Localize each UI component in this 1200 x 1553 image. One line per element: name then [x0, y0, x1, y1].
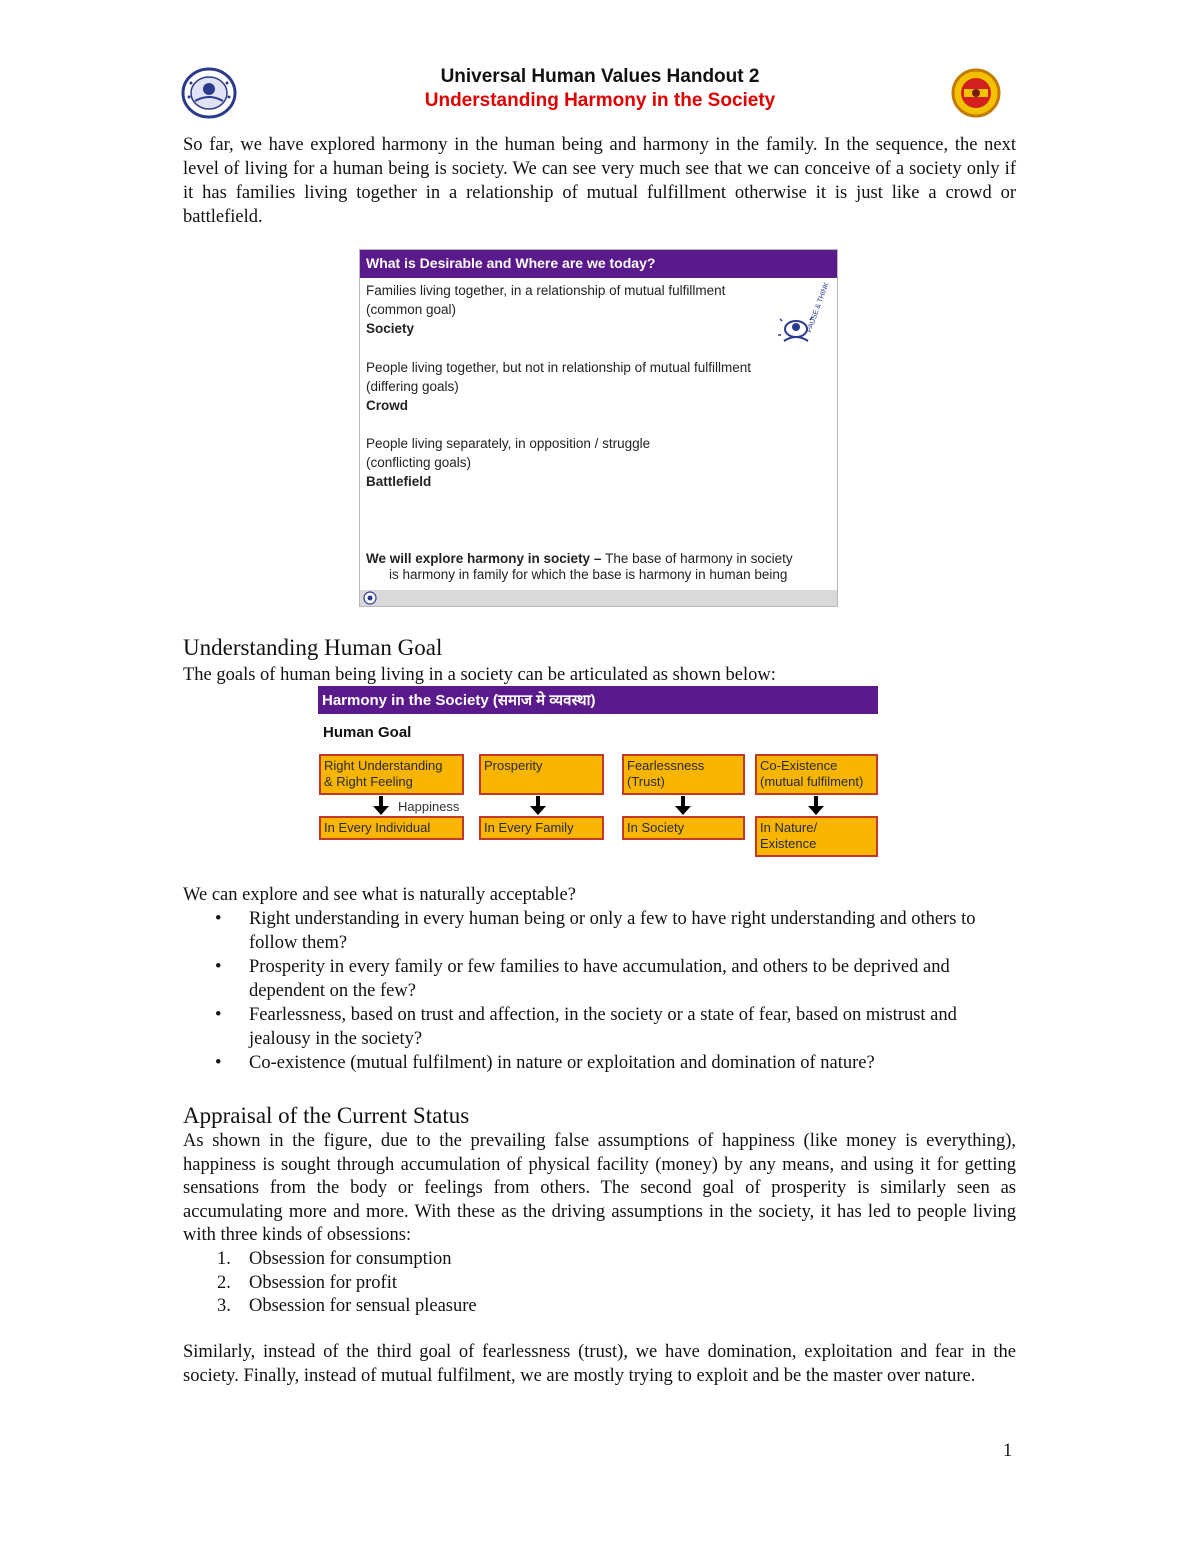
- slide-footer-line1: [366, 551, 793, 566]
- desirable-slide: [359, 249, 838, 607]
- goal-box-in-nature: [755, 816, 878, 857]
- section-heading-appraisal: Appraisal of the Current Status: [183, 1103, 470, 1128]
- goal-box-line: Right Understanding: [324, 758, 443, 773]
- list-number: 2.: [217, 1272, 231, 1293]
- list-number: 1.: [217, 1249, 231, 1269]
- section-heading-human-goal: Understanding Human Goal: [183, 635, 443, 660]
- slide-title: What is Desirable and Where are we today?: [366, 255, 656, 271]
- list-item: • Right understanding in every human being or only a few to have right understanding and others to follow them?: [210, 907, 1016, 955]
- slide-footer-line2: is harmony in family for which the base is harmony in human being: [389, 567, 788, 582]
- crowd-line1: People living together, but not in relationship of mutual fulfillment: [366, 360, 751, 375]
- goal-box-in-society: [622, 816, 745, 840]
- goal-box-every-individual: [319, 816, 464, 840]
- slide-footer-icon: [363, 591, 377, 605]
- pause-think-icon: [770, 281, 831, 365]
- list-text: Obsession for consumption: [249, 1249, 452, 1269]
- slide2-subtitle: Human Goal: [323, 724, 412, 741]
- goal-box-line: (mutual fulfilment): [760, 774, 864, 789]
- appraisal-paragraph: As shown in the figure, due to the prevailing false assumptions of happiness (like money is everything), happiness is sought through accumulation of physical facility (money) by any means, and using it for getting sensations from the body or feelings from others. The second goal of prosperity is similarly seen as accumulating more and more. With these as the driving assumptions in the society, it has led to people living with three kinds of obsessions:: [183, 1131, 1016, 1245]
- goal-box-line: In Nature/: [760, 820, 818, 835]
- slide-footer-bar: [360, 590, 837, 606]
- page-number: 1: [1003, 1441, 1013, 1461]
- list-item: • Co-existence (mutual fulfilment) in nature or exploitation and domination of nature?: [210, 1051, 1016, 1075]
- battle-line2: (conflicting goals): [366, 455, 472, 470]
- closing-paragraph: Similarly, instead of the third goal of fearlessness (trust), we have domination, exploitation and fear in the society. Finally, instead of mutual fulfilment, we are mostly trying to exploit and be the master over nature.: [183, 1342, 1016, 1386]
- list-item: [210, 1295, 910, 1319]
- human-goal-intro: The goals of human being living in a society can be articulated as shown below:: [183, 665, 776, 685]
- goal-box-co-existence: [755, 754, 878, 795]
- obsessions-numbered-list: [210, 1248, 910, 1319]
- document-title: Universal Human Values Handout 2: [440, 66, 760, 87]
- list-item: [210, 1272, 910, 1296]
- society-line1: Families living together, in a relationship of mutual fulfillment: [366, 283, 726, 298]
- happiness-label: Happiness: [398, 799, 460, 814]
- intro-paragraph: So far, we have explored harmony in the human being and harmony in the family. In the sequence, the next level of living for a human being is society. We can see very much see that we can conceive of a society only if it has families living together in a relationship of mutual fulfillment otherwise it is just like a crowd or battlefield.: [183, 135, 1016, 227]
- list-item: [210, 1248, 910, 1272]
- harmony-society-slide: [318, 686, 878, 861]
- goal-box-right-understanding: [319, 754, 464, 795]
- slide2-title: Harmony in the Society (समाज मे व्यवस्था): [322, 692, 596, 709]
- list-item: • Prosperity in every family or few families to have accumulation, and others to be deprived and dependent on the few?: [210, 955, 1016, 1003]
- slide2-title-bar: [318, 686, 878, 714]
- goal-box-every-family: [479, 816, 604, 840]
- list-text: Obsession for sensual pleasure: [249, 1296, 477, 1316]
- list-number: 3.: [217, 1296, 231, 1316]
- battle-line1: People living separately, in opposition / struggle: [366, 436, 651, 451]
- goal-box-prosperity: [479, 754, 604, 795]
- goal-box-line: Co-Existence: [760, 758, 838, 773]
- slide-footer-rest: The base of harmony in society: [605, 551, 793, 566]
- slide-footer-bold: We will explore harmony in society –: [366, 551, 606, 566]
- crowd-label: Crowd: [366, 398, 408, 413]
- goal-box-line: Fearlessness: [627, 758, 705, 773]
- crowd-line2: (differing goals): [366, 379, 459, 394]
- society-line2: (common goal): [366, 302, 457, 317]
- goal-box-line: In Society: [627, 820, 685, 835]
- pause-think-text: PAUSE & THINK: [806, 281, 831, 334]
- goal-box-line: & Right Feeling: [324, 774, 413, 789]
- society-label: Society: [366, 321, 415, 336]
- goal-box-line: In Every Individual: [324, 820, 431, 835]
- list-text: Obsession for profit: [249, 1272, 397, 1293]
- goal-box-line: In Every Family: [484, 820, 574, 835]
- goal-box-line: (Trust): [627, 774, 665, 789]
- goal-box-line: Prosperity: [484, 758, 543, 773]
- list-item: • Fearlessness, based on trust and affection, in the society or a state of fear, based on mistrust and jealousy in the society?: [210, 1003, 1016, 1051]
- goal-box-fearlessness: [622, 754, 745, 795]
- acceptability-bullet-list: [210, 907, 1016, 1075]
- explore-intro: We can explore and see what is naturally acceptable?: [183, 885, 576, 905]
- goal-box-line: Existence: [760, 836, 817, 851]
- slide-title-bar: [360, 250, 837, 278]
- battle-label: Battlefield: [366, 474, 432, 489]
- document-subtitle: Understanding Harmony in the Society: [424, 90, 776, 111]
